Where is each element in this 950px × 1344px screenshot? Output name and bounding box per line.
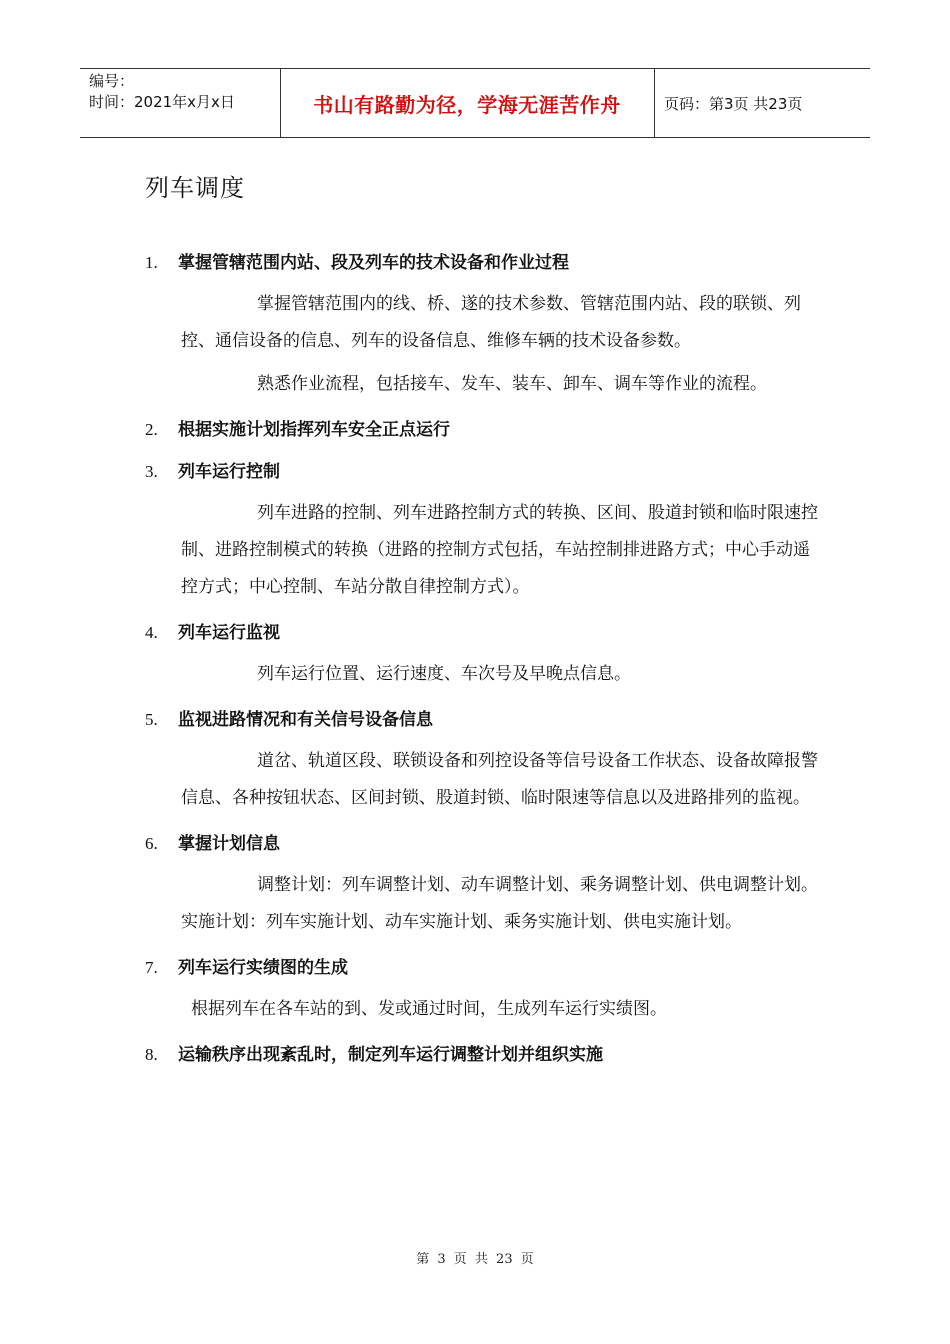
header-motto: 书山有路勤为径，学海无涯苦作舟 [313,93,621,117]
page-footer: 第 3 页 共 23 页 [416,1252,534,1267]
section-heading [145,953,825,983]
section-heading-text: 运输秩序出现紊乱时，制定列车运行调整计划并组织实施 [178,1045,603,1065]
section-paragraph: 列车进路的控制、列车进路控制方式的转换、区间、股道封锁和临时限速控制、进路控制模式的转换（进路的控制方式包括，车站控制排进路方式；中心手动遥控方式；中心控制、车站分散自律控制方式）。 [181,503,818,597]
section-heading [145,618,825,648]
section-number: 1. [145,253,158,272]
section-heading-text: 监视进路情况和有关信号设备信息 [178,710,433,730]
document-body [145,248,825,1082]
section-paragraph: 根据列车在各车站的到、发或通过时间，生成列车运行实绩图。 [191,999,667,1019]
section-heading-text: 根据实施计划指挥列车安全正点运行 [178,420,450,440]
section [145,953,825,1028]
section-paragraph: 熟悉作业流程，包括接车、发车、装车、卸车、调车等作业的流程。 [257,374,767,394]
section-heading-text: 掌握管辖范围内站、段及列车的技术设备和作业过程 [178,253,569,273]
section-heading-text: 列车运行控制 [178,462,280,482]
section-number: 7. [145,958,158,977]
document-number-label: 编号： [89,72,135,90]
section-paragraph: 列车运行位置、运行速度、车次号及早晚点信息。 [257,664,631,684]
section-heading [145,457,825,487]
section [145,618,825,693]
section [145,829,825,941]
section-number: 4. [145,623,158,642]
section-heading [145,415,825,445]
header-page-number: 页码：第3页 共23页 [664,95,803,113]
header-meta [89,71,235,113]
section-heading [145,248,825,278]
section [145,457,825,606]
section-paragraph: 掌握管辖范围内的线、桥、遂的技术参数、管辖范围内站、段的联锁、列控、通信设备的信息、列车的设备信息、维修车辆的技术设备参数。 [181,294,801,351]
section-heading-text: 列车运行监视 [178,623,280,643]
section-number: 5. [145,710,158,729]
section-number: 6. [145,834,158,853]
section-number: 2. [145,420,158,439]
section-number: 8. [145,1045,158,1064]
section [145,1040,825,1070]
header-divider [654,69,655,137]
section-heading [145,829,825,859]
section-paragraph: 道岔、轨道区段、联锁设备和列控设备等信号设备工作状态、设备故障报警信息、各种按钮状态、区间封锁、股道封锁、临时限速等信息以及进路排列的监视。 [181,751,818,808]
section-number: 3. [145,462,158,481]
document-title: 列车调度 [145,174,245,202]
section-heading [145,1040,825,1070]
section [145,415,825,445]
section [145,705,825,817]
section [145,248,825,403]
page-header [80,68,870,138]
section-heading [145,705,825,735]
section-paragraph: 调整计划：列车调整计划、动车调整计划、乘务调整计划、供电调整计划。实施计划：列车实施计划、动车实施计划、乘务实施计划、供电实施计划。 [181,875,818,932]
document-time-label: 时间：2021年x月x日 [89,93,235,111]
section-heading-text: 掌握计划信息 [178,834,280,854]
section-heading-text: 列车运行实绩图的生成 [178,958,348,978]
